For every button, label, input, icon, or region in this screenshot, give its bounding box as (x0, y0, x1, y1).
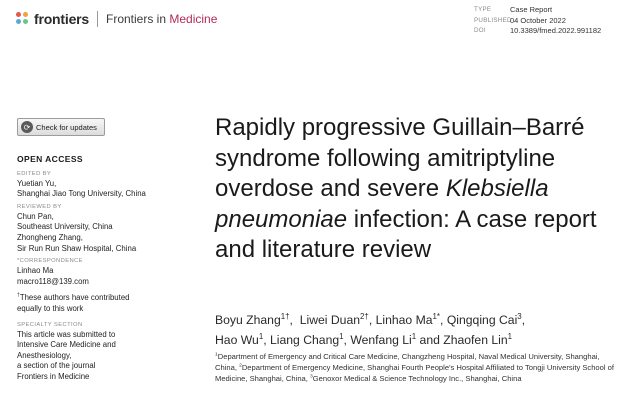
affil-sup: 1 (215, 352, 218, 358)
footnote-text-1: These authors have contributed (19, 293, 130, 303)
affil-sup: 2 (239, 363, 242, 369)
meta-published-value: 04 October 2022 (510, 15, 566, 25)
meta-type-value: Case Report (510, 5, 553, 14)
footnote-line-2: equally to this work (17, 303, 84, 313)
edited-by-block (17, 179, 177, 200)
title-italic: Klebsiella pneumoniae (215, 175, 549, 233)
specialty-line-1: This article was submitted to (17, 329, 116, 339)
affiliation-3: Genoxor Medical & Science Technology Inc., Shanghai, China (312, 373, 522, 383)
author-sup: 1† (280, 311, 290, 321)
editor-name: Yuetian Yu, (17, 178, 57, 188)
brand-name[interactable]: frontiers (34, 11, 89, 27)
author-sup: 1 (507, 331, 513, 341)
author-name[interactable]: Linhao Ma (375, 313, 433, 327)
author-sup: 2† (360, 311, 369, 321)
author-sup: 1 (258, 331, 264, 341)
correspondence-email[interactable]: macro118@139.com (17, 276, 89, 286)
reviewed-by-label: REVIEWED BY (17, 203, 62, 210)
title-part-1: Rapidly progressive Guillain–Barré syndrome following amitriptyline overdose and severe (215, 114, 585, 202)
author-list (215, 310, 615, 350)
reviewer-1-affiliation: Southeast University, China (17, 222, 113, 232)
correspondence-block (17, 266, 177, 287)
header-divider (97, 11, 98, 27)
author-sup: 1* (432, 311, 441, 321)
meta-doi-label: DOI (474, 27, 486, 34)
title-part-2: infection: A case report and literature review (215, 205, 597, 263)
journal-highlight: Medicine (169, 12, 218, 26)
specialty-line-4: a section of the journal (17, 361, 96, 371)
author-name[interactable]: Liwei Duan (299, 313, 361, 327)
reviewed-by-block (17, 212, 177, 254)
author-sup: 1 (411, 331, 417, 341)
check-for-updates-label: Check for updates (36, 122, 97, 132)
frontiers-logo-icon (16, 12, 30, 26)
article-title (215, 113, 615, 266)
author-separator: , (343, 333, 351, 347)
author-name[interactable]: Zhaofen Lin (443, 333, 508, 347)
footnote-mark: † (17, 292, 20, 299)
meta-doi-row (474, 26, 601, 37)
author-separator: , (263, 333, 270, 347)
author-line-2 (215, 330, 615, 350)
author-separator: and (416, 333, 444, 347)
check-for-updates-button[interactable] (17, 118, 105, 136)
article-sidebar (17, 154, 177, 383)
journal-header (16, 8, 217, 30)
equal-contribution-note (17, 293, 177, 314)
author-name[interactable]: Liang Chang (270, 333, 340, 347)
specialty-section-block (17, 330, 177, 383)
specialty-line-5: Frontiers in Medicine (17, 371, 90, 381)
journal-name[interactable] (106, 12, 217, 26)
author-separator: , (368, 313, 376, 327)
reviewer-2-affiliation: Sir Run Run Shaw Hospital, China (17, 243, 137, 253)
author-separator: , (289, 313, 300, 327)
reviewer-1-name: Chun Pan, (17, 211, 54, 221)
meta-type-label: TYPE (474, 6, 492, 13)
specialty-line-2: Intensive Care Medicine and (17, 340, 116, 350)
affiliations (215, 352, 615, 384)
affiliation-2: Department of Emergency Medicine, Shanghai Fourth People's Hospital Affiliated to Tongji University School of Medicine, Shanghai, China, (215, 362, 615, 383)
specialty-section-label: SPECIALTY SECTION (17, 321, 83, 328)
meta-type-row (474, 5, 601, 16)
meta-published-row (474, 16, 601, 27)
meta-published-label: PUBLISHED (474, 16, 512, 24)
correspondence-label: *CORRESPONDENCE (17, 258, 83, 265)
affil-sup: 3 (309, 374, 313, 380)
author-sup: 1 (339, 331, 344, 341)
specialty-line-3: Anesthesiology, (17, 350, 72, 360)
edited-by-label: EDITED BY (17, 170, 52, 177)
author-sup: 3 (517, 311, 522, 321)
meta-doi-value[interactable]: 10.3389/fmed.2022.991182 (510, 26, 602, 35)
refresh-check-icon: ⟳ (21, 121, 33, 133)
affiliation-1: Department of Emergency and Critical Care Medicine, Changzheng Hospital, Naval Medical University, Shanghai, China, (215, 352, 600, 372)
author-separator: , (521, 313, 526, 327)
author-name[interactable]: Qingqing Cai (446, 313, 518, 327)
author-name[interactable]: Boyu Zhang (215, 313, 281, 327)
correspondence-name: Linhao Ma (17, 266, 54, 276)
footnote-line-1 (17, 293, 177, 304)
author-name[interactable]: Hao Wu (215, 333, 259, 347)
article-meta (474, 5, 601, 37)
reviewer-2-name: Zhongheng Zhang, (17, 232, 83, 242)
author-name[interactable]: Wenfang Li (350, 333, 412, 347)
open-access-label: OPEN ACCESS (17, 154, 83, 164)
author-separator: , (440, 313, 447, 327)
journal-prefix: Frontiers in (106, 12, 170, 26)
author-line-1 (215, 310, 615, 330)
editor-affiliation: Shanghai Jiao Tong University, China (17, 189, 146, 199)
